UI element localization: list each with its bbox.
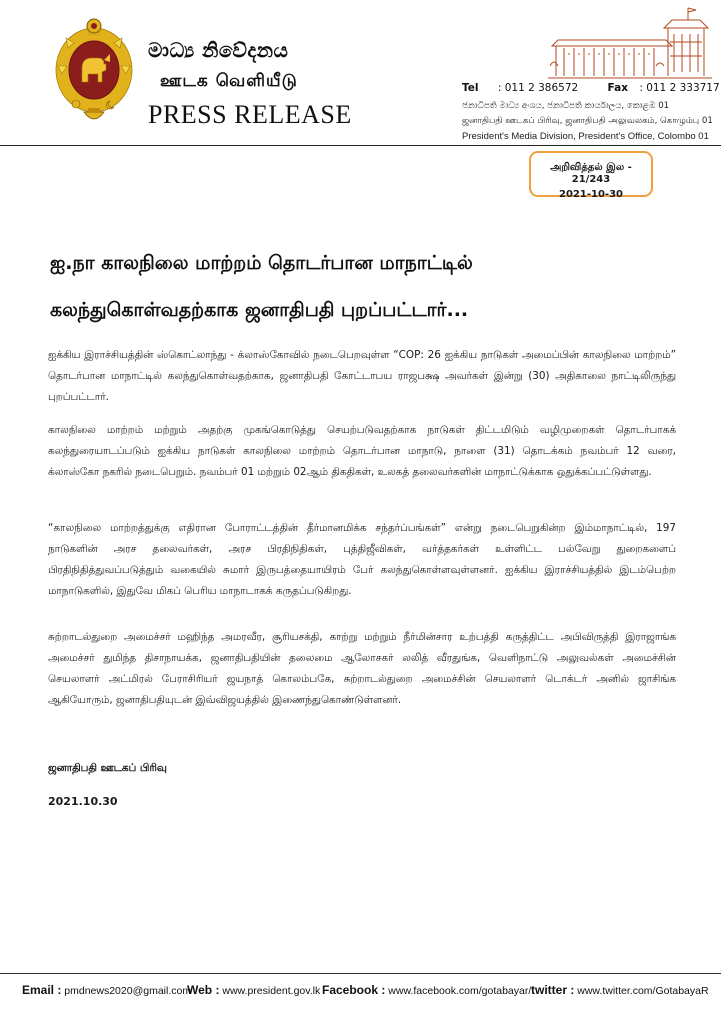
tel-value: : 011 2 386572 (497, 82, 579, 94)
footer-web (187, 983, 320, 997)
title-tamil: ஊடக வெளியீடு (160, 71, 298, 91)
fax-value: : 011 2 333717 (639, 82, 720, 94)
address-sinhala: ජනාධිපති මාධ්‍ය අංශය, ජනාධිපති කාර්යාලය, කොළඹ 01 (462, 101, 670, 111)
body-paragraph-1: ஐக்கிய இராச்சியத்தின் ஸ்கொட்லாந்து - க்லாஸ்கோவில் நடைபெறவுள்ள “COP: 26 ஐக்கிய நாடுகள் அமைப்பின் காலநிலை மாற்றம்” தொடர்பான மாநாட்டில் கலந்துகொள்வதற்காக, ஜனாதிபதி கோட்டாபய ராஜபக்ஷ அவர்கள் இன்று (30) அதிகாலை நாட்டிலிருந்து புறப்பட்டார். (48, 349, 676, 403)
footer-email (22, 983, 191, 997)
header-divider (0, 145, 721, 146)
sri-lanka-emblem-logo (52, 16, 136, 128)
title-english: PRESS RELEASE (148, 100, 352, 129)
twitter-label: twitter : (531, 983, 575, 997)
headline-line-1: ஐ.நா காலநிலை மாற்றம் தொடர்பான மாநாட்டில் (50, 252, 473, 274)
address-english: President's Media Division, President's Office, Colombo 01 (462, 131, 709, 142)
contact-line (462, 83, 720, 94)
body-paragraph-4: சுற்றாடல்துறை அமைச்சர் மஹிந்த அமரவீர, சூரியசக்தி, காற்று மற்றும் நீர்மின்சார உற்பத்தி கருத்திட்ட அபிவிருத்தி இராஜாங்க அமைச்சர் துமிந்த திசாநாயக்க, ஜனாதிபதியின் தலைமை ஆலோசகர் லலித் வீரதுங்க, வெளிநாட்டு அலுவல்கள் அமைச்சின் செயலாளர் அட்மிரல் பேராசிரியர் ஜயநாத் கொலம்பகே, சுற்றாடல்துறை அமைச்சின் செயலாளர் டொக்டர் அனில் ஜாசிங்க ஆகியோரும், ஜனாதிபதியுடன் இவ்விஜயத்தில் இணைந்துகொண்டுள்ளனர். (48, 631, 676, 706)
web-label: Web : (187, 983, 220, 997)
footer-twitter (531, 983, 709, 997)
body-paragraph-2: காலநிலை மாற்றம் மற்றும் அதற்கு முகங்கொடுத்து செயற்படுவதற்காக நாடுகள் திட்டமிடும் வழிமுறைகள் தொடர்பாகக் கலந்துரையாடப்படும் ஐக்கிய நாடுகள் காலநிலை மாற்றம் தொடர்பான மாநாடு, நாளை (31) தொடக்கம் நவம்பர் 12 வரை, க்லாஸ்கோ நகரில் நடைபெறும். நவம்பர் 01 மற்றும் 02ஆம் திகதிகள், உலகத் தலைவர்களின் மாநாட்டுக்காக ஒதுக்கப்பட்டுள்ளது. (48, 424, 676, 478)
facebook-label: Facebook : (322, 983, 386, 997)
signoff-division: ஜனாதிபதி ஊடகப் பிரிவு (48, 762, 167, 774)
email-link[interactable]: pmdnews2020@gmail.com (64, 985, 192, 997)
headline-line-2: கலந்துகொள்வதற்காக ஜனாதிபதி புறப்பட்டார்... (50, 299, 469, 321)
title-sinhala: මාධ්‍ය නිවේදනය (148, 38, 289, 62)
facebook-link[interactable]: www.facebook.com/gotabayar/ (388, 985, 532, 997)
signoff-date: 2021.10.30 (48, 795, 118, 808)
notice-number: அறிவித்தல் இல - 21/243 (550, 162, 632, 185)
footer-divider (0, 973, 721, 974)
notice-number-box (529, 151, 653, 200)
body-paragraph-3: “காலநிலை மாற்றத்துக்கு எதிரான போராட்டத்தின் தீர்மானமிக்க சந்தர்ப்பங்கள்” என்று நடைபெறுகின்ற இம்மாநாட்டில், 197 நாடுகளின் அரச தலைவர்கள், அரச பிரதிநிதிகள், புத்திஜீவிகள், வர்த்தகர்கள் உள்ளிட்ட பல்வேறு துறைகளைப் பிரதிநிதித்துவப்படுத்தும் வகையில் சுமார் இருபத்தையாயிரம் பேர் கலந்துகொள்ளவுள்ளனர். ஐக்கிய இராச்சியத்தில் இடம்பெற்ற மாநாடுகளில், இதுவே மிகப் பெரிய மாநாடாகக் கருதப்படுகிறது. (48, 522, 676, 597)
email-label: Email : (22, 983, 62, 997)
fax-label: Fax (607, 82, 628, 94)
footer-facebook (322, 983, 531, 997)
twitter-link[interactable]: www.twitter.com/GotabayaR (577, 985, 709, 997)
notice-date: 2021-10-30 (559, 189, 623, 200)
address-tamil: ஜனாதிபதி ஊடகப் பிரிவு, ஜனாதிபதி அலுவலகம், கொழும்பு 01 (462, 116, 713, 126)
presidential-secretariat-building-illustration (548, 6, 712, 82)
web-link[interactable]: www.president.gov.lk (222, 985, 321, 997)
tel-label: Tel (462, 82, 479, 94)
